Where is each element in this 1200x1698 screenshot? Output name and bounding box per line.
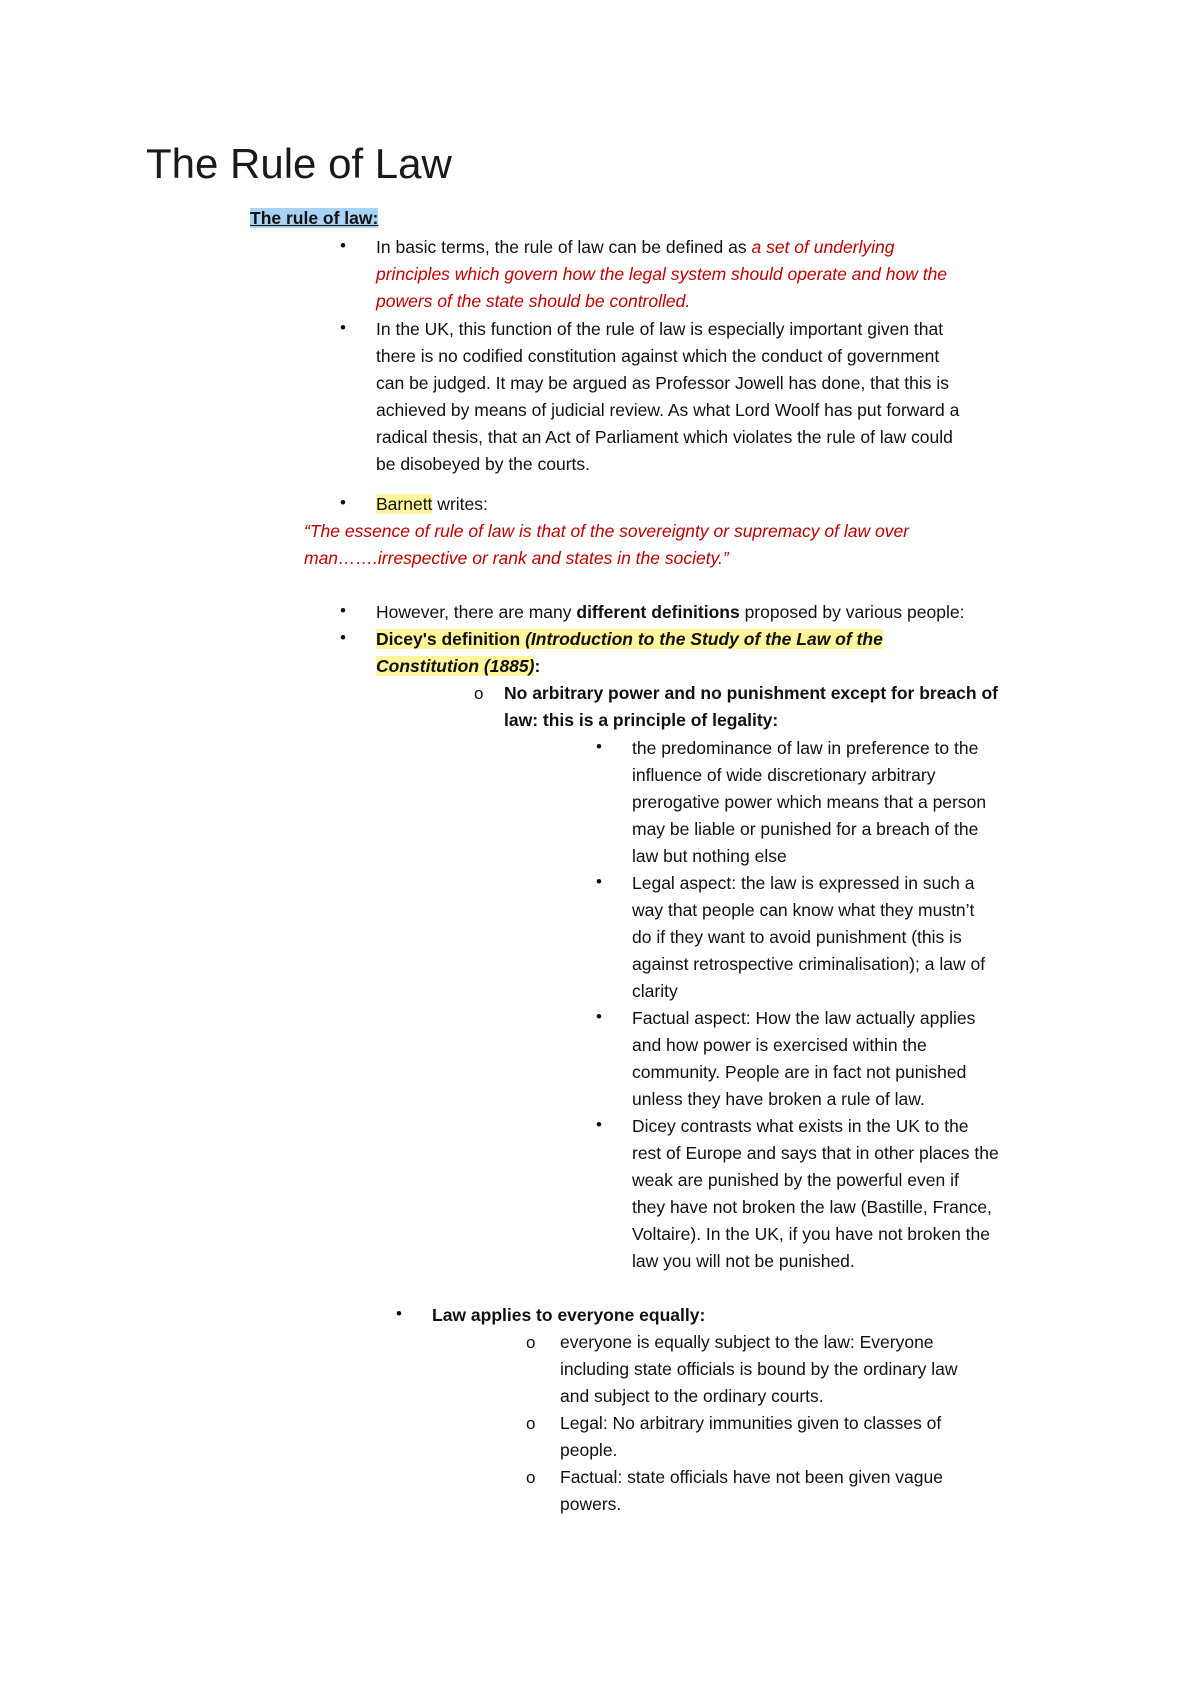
- dicey-heading-italic-1: (Introduction to the Study of the Law of the: [525, 629, 883, 649]
- dicey-heading-line-1: [376, 626, 883, 653]
- barnett-name: Barnett: [376, 494, 433, 514]
- bullet-icon: •: [596, 1007, 602, 1026]
- dicey-heading-italic-2: Constitution (1885): [376, 656, 535, 676]
- legality-item-4-line-2: rest of Europe and says that in other places the: [632, 1143, 999, 1163]
- definitions-line: [376, 599, 964, 626]
- legality-heading-line-2: law: this is a principle of legality:: [504, 710, 779, 730]
- equality-item-2-line-1: Legal: No arbitrary immunities given to classes of: [560, 1413, 942, 1433]
- barnett-quote-line-2: man…….irrespective or rank and states in the society.”: [304, 548, 729, 568]
- legality-item-1-line-3: prerogative power which means that a person: [632, 792, 987, 812]
- legality-item-1-line-1: the predominance of law in preference to the: [632, 738, 979, 758]
- equality-item-1-line-3: and subject to the ordinary courts.: [560, 1386, 824, 1406]
- bullet-icon: •: [596, 872, 602, 891]
- legality-item-4-line-1: Dicey contrasts what exists in the UK to the: [632, 1116, 969, 1136]
- legality-item-1-line-2: influence of wide discretionary arbitrary: [632, 765, 936, 785]
- bullet-icon: •: [340, 628, 346, 647]
- equality-item-3-line-1: Factual: state officials have not been given vague: [560, 1467, 943, 1487]
- legality-item-2-line-2: way that people can know what they mustn’t: [632, 900, 975, 920]
- equality-item-1-line-2: including state officials is bound by the ordinary law: [560, 1359, 958, 1379]
- bullet-icon: •: [596, 737, 602, 756]
- sub-bullet-icon: o: [526, 1414, 536, 1433]
- legality-item-1-line-4: may be liable or punished for a breach of the: [632, 819, 979, 839]
- definitions-bold: different definitions: [576, 602, 740, 622]
- definition-line-3: powers of the state should be controlled.: [376, 291, 691, 311]
- uk-function-line-4: achieved by means of judicial review. As what Lord Woolf has put forward a: [376, 400, 960, 420]
- legality-heading-line-1: No arbitrary power and no punishment except for breach of: [504, 683, 998, 703]
- legality-item-4-line-4: they have not broken the law (Bastille, France,: [632, 1197, 992, 1217]
- dicey-heading-line-2: [376, 653, 540, 680]
- sub-bullet-icon: o: [526, 1333, 536, 1352]
- barnett-quote-line-1: “The essence of rule of law is that of the sovereignty or supremacy of law over: [304, 521, 910, 541]
- bullet-icon: •: [340, 318, 346, 337]
- bullet-icon: •: [396, 1304, 402, 1323]
- barnett-writes: writes:: [432, 494, 488, 514]
- legality-item-3-line-3: community. People are in fact not punished: [632, 1062, 967, 1082]
- equality-heading: Law applies to everyone equally:: [432, 1305, 706, 1325]
- legality-item-2-line-3: do if they want to avoid punishment (this is: [632, 927, 962, 947]
- definition-red-1: a set of underlying: [751, 237, 895, 257]
- equality-item-1-line-1: everyone is equally subject to the law: Everyone: [560, 1332, 934, 1352]
- bullet-icon: •: [340, 493, 346, 512]
- definitions-pre: However, there are many: [376, 602, 577, 622]
- legality-item-3-line-2: and how power is exercised within the: [632, 1035, 927, 1055]
- legality-item-2-line-4: against retrospective criminalisation); a law of: [632, 954, 986, 974]
- uk-function-line-2: there is no codified constitution against which the conduct of government: [376, 346, 940, 366]
- definitions-post: proposed by various people:: [739, 602, 965, 622]
- uk-function-line-6: be disobeyed by the courts.: [376, 454, 591, 474]
- page-title: The Rule of Law: [146, 140, 452, 187]
- section-heading: [250, 205, 378, 232]
- uk-function-line-5: radical thesis, that an Act of Parliament which violates the rule of law could: [376, 427, 953, 447]
- dicey-heading-colon: :: [534, 656, 541, 676]
- legality-item-3-line-4: unless they have broken a rule of law.: [632, 1089, 925, 1109]
- legality-item-2-line-1: Legal aspect: the law is expressed in such a: [632, 873, 975, 893]
- legality-item-3-line-1: Factual aspect: How the law actually applies: [632, 1008, 976, 1028]
- sub-bullet-icon: o: [526, 1468, 536, 1487]
- bullet-icon: •: [596, 1115, 602, 1134]
- definition-line-2: principles which govern how the legal system should operate and how the: [376, 264, 948, 284]
- uk-function-line-1: In the UK, this function of the rule of law is especially important given that: [376, 319, 944, 339]
- uk-function-line-3: can be judged. It may be argued as Professor Jowell has done, that this is: [376, 373, 949, 393]
- dicey-heading-bold: Dicey's definition: [376, 629, 526, 649]
- section-heading-text: The rule of law:: [250, 208, 379, 228]
- legality-item-2-line-5: clarity: [632, 981, 678, 1001]
- sub-bullet-icon: o: [474, 684, 484, 703]
- definition-line-1: [376, 234, 895, 261]
- bullet-icon: •: [340, 601, 346, 620]
- legality-item-4-line-3: weak are punished by the powerful even if: [632, 1170, 959, 1190]
- legality-item-1-line-5: law but nothing else: [632, 846, 787, 866]
- equality-item-3-line-2: powers.: [560, 1494, 622, 1514]
- bullet-icon: •: [340, 236, 346, 255]
- barnett-line: [376, 491, 488, 518]
- definition-intro: In basic terms, the rule of law can be defined as: [376, 237, 752, 257]
- legality-item-4-line-5: Voltaire). In the UK, if you have not broken the: [632, 1224, 990, 1244]
- equality-item-2-line-2: people.: [560, 1440, 618, 1460]
- legality-item-4-line-6: law you will not be punished.: [632, 1251, 855, 1271]
